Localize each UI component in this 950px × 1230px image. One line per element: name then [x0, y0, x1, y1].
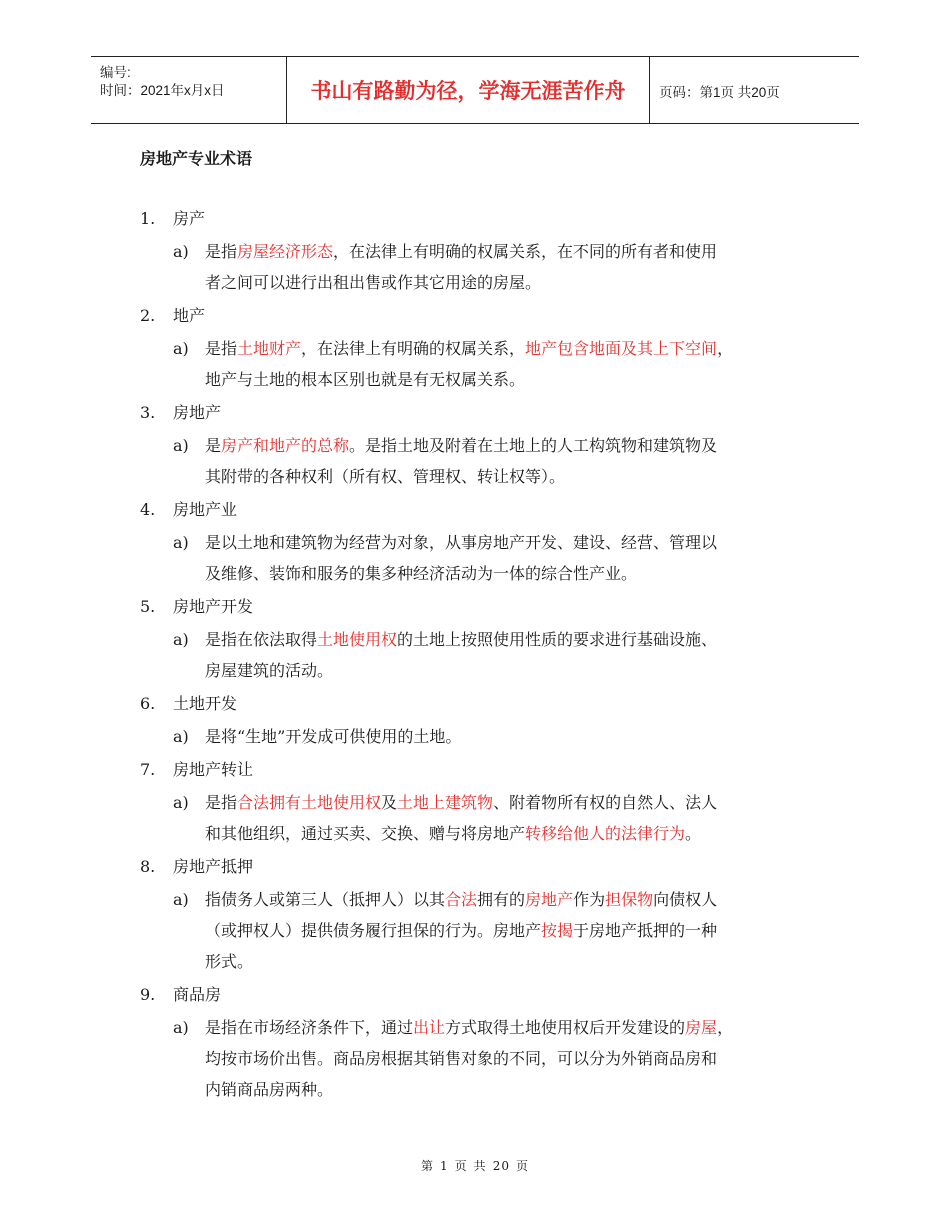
definition-text [205, 624, 835, 686]
term-definition [0, 236, 950, 298]
term-number: 6. [140, 694, 156, 713]
time-label: 时间：2021年x月x日 [100, 83, 225, 98]
term-definition [0, 787, 950, 849]
footer-current-page: 1 [440, 1159, 449, 1173]
term-heading [0, 852, 950, 884]
text-segment: ，在法律上有明确的权属关系，在不同的所有者和使用 [333, 242, 718, 261]
definition-marker: a) [173, 533, 189, 552]
text-segment: 及维修、装饰和服务的集多种经济活动为一体的综合性产业。 [205, 564, 638, 583]
term-number: 9. [140, 985, 156, 1004]
highlighted-text: 按揭 [541, 921, 574, 940]
definition-line [205, 527, 835, 558]
definition-line [205, 1012, 835, 1043]
definition-line [205, 818, 835, 849]
text-segment: 和其他组织，通过买卖、交换、赠与将房地产 [205, 824, 526, 843]
definition-line [205, 787, 835, 818]
text-segment: 。 [685, 824, 702, 843]
term-number: 8. [140, 857, 156, 876]
definition-line [205, 624, 835, 655]
term-label: 房地产转让 [173, 760, 254, 779]
definition-text [205, 787, 835, 849]
definition-marker: a) [173, 339, 189, 358]
footer-text: 页 [454, 1159, 468, 1173]
definition-text [205, 884, 835, 977]
text-segment: 作为 [573, 890, 606, 909]
definition-line [205, 461, 835, 492]
text-segment: 形式。 [205, 952, 254, 971]
definition-line [205, 430, 835, 461]
text-segment: 是指 [205, 339, 238, 358]
footer-text: 页 [515, 1159, 529, 1173]
term-definition [0, 624, 950, 686]
text-segment: 是指在依法取得 [205, 630, 318, 649]
definition-marker: a) [173, 890, 189, 909]
text-segment: 是以土地和建筑物为经营为对象，从事房地产开发、建设、经营、管理以 [205, 533, 718, 552]
term-number: 3. [140, 403, 156, 422]
definition-line [205, 946, 835, 977]
code-label: 编号: [100, 65, 131, 80]
highlighted-text: 转移给他人的法律行为 [525, 824, 686, 843]
highlighted-text: 房产和地产的总称 [221, 436, 350, 455]
term-definition [0, 721, 950, 752]
header-motto: 书山有路勤为径，学海无涯苦作舟 [310, 79, 626, 103]
definition-marker: a) [173, 727, 189, 746]
definition-line [205, 655, 835, 686]
definition-marker: a) [173, 242, 189, 261]
text-segment: 者之间可以进行出租出售或作其它用途的房屋。 [205, 273, 542, 292]
highlighted-text: 担保物 [605, 890, 654, 909]
term-heading [0, 204, 950, 236]
term-definition [0, 430, 950, 492]
text-segment: 。是指土地及附着在土地上的人工构筑物和建筑物及 [349, 436, 718, 455]
definition-text [205, 430, 835, 492]
term-label: 房地产开发 [173, 597, 254, 616]
text-segment: 是将“生地”开发成可供使用的土地。 [205, 727, 462, 746]
term-number: 1. [140, 209, 156, 228]
highlighted-text: 房屋经济形态 [237, 242, 334, 261]
text-segment: 其附带的各种权利（所有权、管理权、转让权等）。 [205, 467, 566, 486]
term-heading [0, 689, 950, 721]
highlighted-text: 合法 [445, 890, 478, 909]
definition-line [205, 721, 835, 752]
highlighted-text: 土地财产 [237, 339, 302, 358]
highlighted-text: 房地产 [525, 890, 574, 909]
term-label: 房地产 [173, 403, 222, 422]
highlighted-text: 土地使用权 [317, 630, 398, 649]
highlighted-text: 出让 [413, 1018, 446, 1037]
document-header [91, 56, 859, 124]
footer-text: 第 [421, 1159, 435, 1173]
definition-text [205, 236, 835, 298]
doc-title: 房地产专业术语 [140, 149, 253, 168]
page-label: 页码：第1页 共20页 [659, 85, 780, 100]
definition-marker: a) [173, 436, 189, 455]
text-segment: 及 [381, 793, 398, 812]
definition-line [205, 267, 835, 298]
definition-marker: a) [173, 630, 189, 649]
term-heading [0, 495, 950, 527]
definition-line [205, 364, 835, 395]
definition-line [205, 558, 835, 589]
text-segment: 内销商品房两种。 [205, 1080, 334, 1099]
definition-line [205, 1074, 835, 1105]
text-segment: 拥有的 [477, 890, 526, 909]
definition-marker: a) [173, 1018, 189, 1037]
text-segment: 指债务人或第三人（抵押人）以其 [205, 890, 446, 909]
definition-line [205, 236, 835, 267]
term-label: 房产 [173, 209, 206, 228]
header-divider [649, 57, 650, 123]
footer-text: 共 [473, 1159, 487, 1173]
definition-line [205, 884, 835, 915]
definition-text [205, 721, 835, 752]
term-number: 4. [140, 500, 156, 519]
definition-line [205, 915, 835, 946]
text-segment: 均按市场价出售。商品房根据其销售对象的不同，可以分为外销商品房和 [205, 1049, 718, 1068]
highlighted-text: 土地上建筑物 [397, 793, 494, 812]
definition-text [205, 527, 835, 589]
term-label: 商品房 [173, 985, 222, 1004]
highlighted-text: 地产包含地面及其上下空间 [525, 339, 718, 358]
text-segment: 是 [205, 436, 222, 455]
definition-text [205, 1012, 835, 1105]
term-definition [0, 884, 950, 977]
term-label: 房地产抵押 [173, 857, 254, 876]
text-segment: 是指在市场经济条件下，通过 [205, 1018, 414, 1037]
term-heading [0, 398, 950, 430]
text-segment: 是指 [205, 242, 238, 261]
definition-line [205, 1043, 835, 1074]
definition-text [205, 333, 835, 395]
text-segment: 房屋建筑的活动。 [205, 661, 334, 680]
text-segment: 方式取得土地使用权后开发建设的 [445, 1018, 686, 1037]
term-heading [0, 980, 950, 1012]
highlighted-text: 合法拥有土地使用权 [237, 793, 382, 812]
definition-line [205, 333, 835, 364]
footer-total-pages: 20 [492, 1159, 510, 1173]
text-segment: 于房地产抵押的一种 [573, 921, 718, 940]
term-label: 土地开发 [173, 694, 238, 713]
term-number: 2. [140, 306, 156, 325]
text-segment: ， [717, 339, 734, 358]
text-segment: ，在法律上有明确的权属关系， [301, 339, 526, 358]
text-segment: 向债权人 [653, 890, 718, 909]
term-number: 7. [140, 760, 156, 779]
term-number: 5. [140, 597, 156, 616]
term-definition [0, 333, 950, 395]
term-heading [0, 301, 950, 333]
text-segment: ， [717, 1018, 734, 1037]
definition-marker: a) [173, 793, 189, 812]
text-segment: 地产与土地的根本区别也就是有无权属关系。 [205, 370, 526, 389]
term-heading [0, 592, 950, 624]
term-label: 地产 [173, 306, 206, 325]
text-segment: 的土地上按照使用性质的要求进行基础设施、 [397, 630, 718, 649]
term-definition [0, 527, 950, 589]
page-footer [0, 1157, 950, 1174]
text-segment: （或押权人）提供债务履行担保的行为。房地产 [205, 921, 542, 940]
term-heading [0, 755, 950, 787]
term-label: 房地产业 [173, 500, 238, 519]
term-list [0, 204, 950, 1108]
term-definition [0, 1012, 950, 1105]
text-segment: 、附着物所有权的自然人、法人 [493, 793, 718, 812]
text-segment: 是指 [205, 793, 238, 812]
header-meta [91, 57, 286, 123]
highlighted-text: 房屋 [685, 1018, 718, 1037]
